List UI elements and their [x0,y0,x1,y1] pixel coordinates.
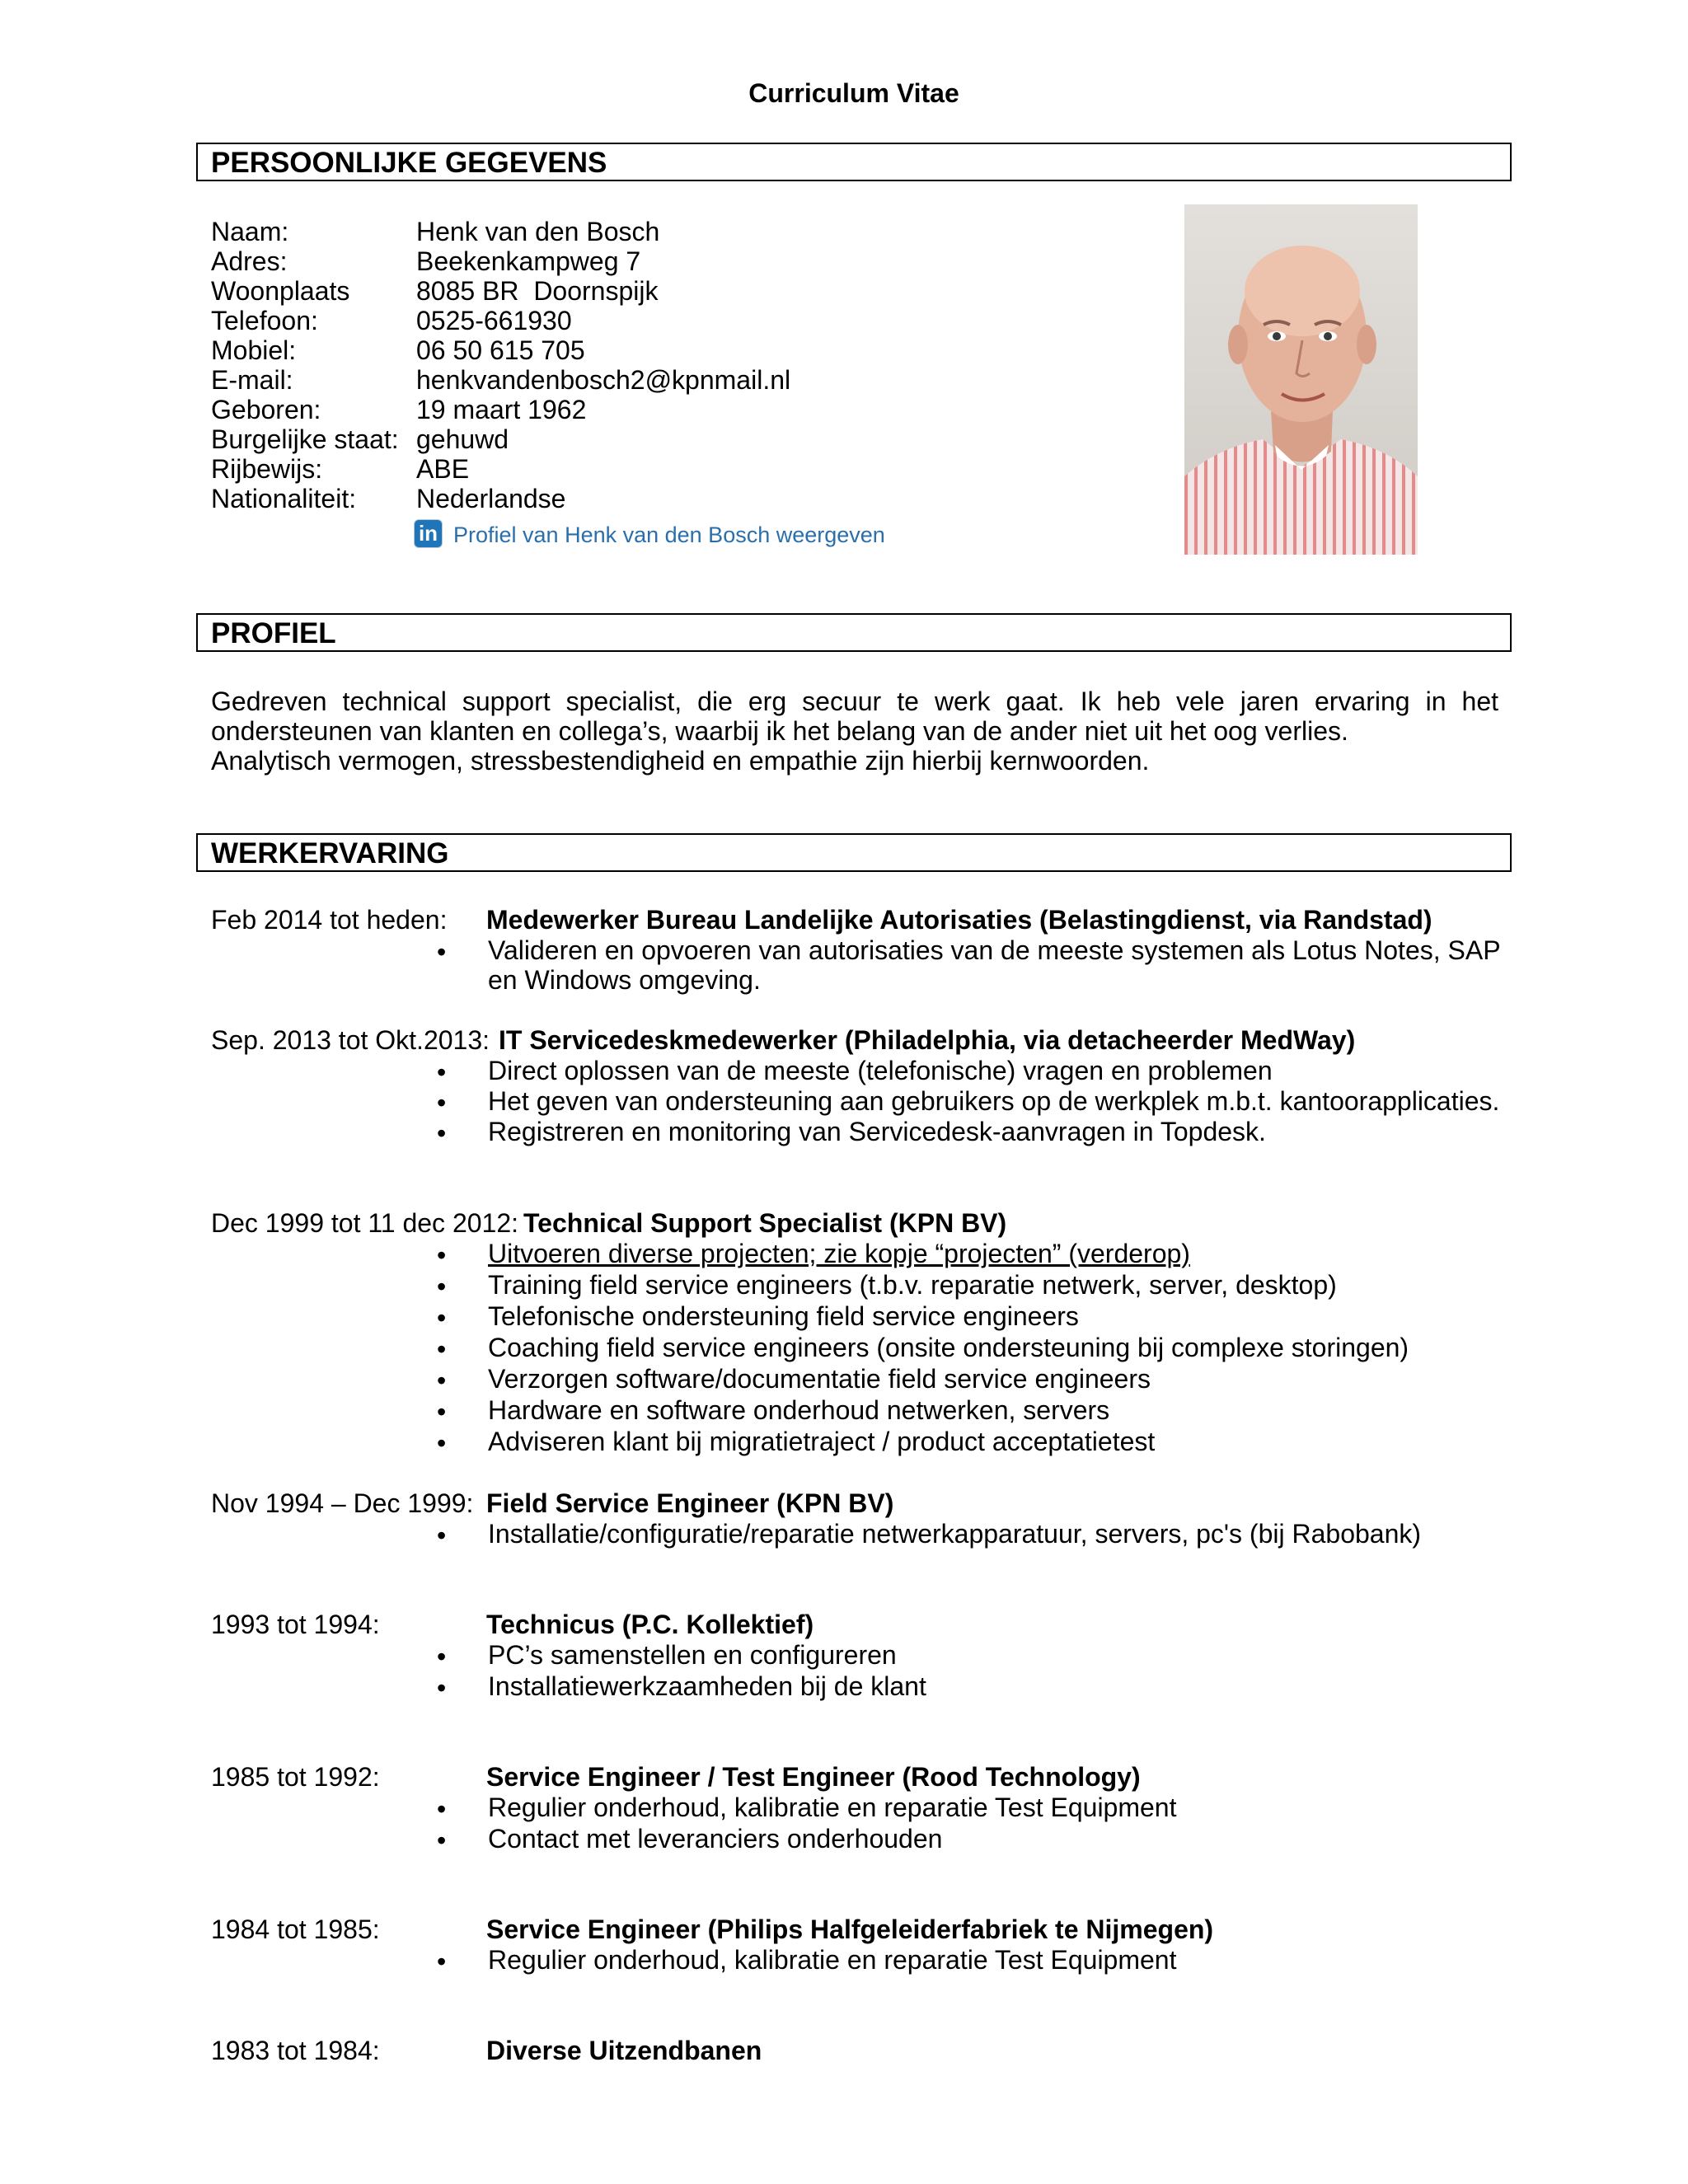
job-bullet: Contact met leveranciers onderhouden [488,1824,943,1854]
section-title-work: WERKERVARING [211,837,449,869]
job-bullet: Installatiewerkzaamheden bij de klant [488,1671,926,1701]
label-city: Woonplaats [211,276,350,306]
value-nationality: Nederlandse [416,484,566,513]
value-mobile: 06 50 615 705 [416,335,585,365]
section-title-profile: PROFIEL [211,617,336,649]
label-email: E-mail: [211,365,293,395]
bullet-icon: • [437,1303,447,1333]
job-bullet: Registreren en monitoring van Servicedesk-aanvragen in Topdesk. [488,1117,1266,1146]
bullet-icon: • [437,1642,447,1671]
value-birthdate: 19 maart 1962 [416,395,587,424]
linkedin-icon[interactable]: in [415,520,442,547]
bullet-icon: • [437,1272,447,1301]
job-bullet: PC’s samenstellen en configureren [488,1640,897,1670]
label-name: Naam: [211,217,289,246]
profile-paragraph-2: Analytisch vermogen, stressbestendigheid en empathie zijn hierbij kernwoorden. [211,746,1150,776]
value-phone: 0525-661930 [416,306,572,335]
job-bullet: Verzorgen software/documentatie field service engineers [488,1364,1151,1394]
value-address: Beekenkampweg 7 [416,246,641,276]
job-period: 1983 tot 1984: [211,2036,380,2065]
job-period: Dec 1999 tot 11 dec 2012: [211,1208,519,1238]
job-period: 1985 tot 1992: [211,1762,380,1792]
bullet-icon: • [437,1947,447,1976]
label-drivers-license: Rijbewijs: [211,454,323,484]
bullet-icon: • [437,1794,447,1824]
job-bullet: Het geven van ondersteuning aan gebruikers op de werkplek m.b.t. kantoorapplicaties. [488,1086,1500,1116]
value-email: henkvandenbosch2@kpnmail.nl [416,365,791,395]
job-period: Nov 1994 – Dec 1999: [211,1488,474,1518]
job-bullet: Direct oplossen van de meeste (telefonische) vragen en problemen [488,1056,1273,1085]
job-bullet: Coaching field service engineers (onsite ondersteuning bij complexe storingen) [488,1333,1409,1362]
bullet-icon: • [437,1334,447,1364]
document-title: Curriculum Vitae [748,78,959,108]
job-bullet: Valideren en opvoeren van autorisaties van de meeste systemen als Lotus Notes, SAP [488,935,1501,965]
section-title-personal: PERSOONLIJKE GEGEVENS [211,147,607,179]
bullet-icon: • [437,1240,447,1270]
bullet-icon: • [437,1118,447,1148]
job-title: Service Engineer (Philips Halfgeleiderfabriek te Nijmegen) [486,1915,1214,1944]
bullet-icon: • [437,1673,447,1703]
job-bullet: Regulier onderhoud, kalibratie en reparatie Test Equipment [488,1793,1177,1822]
bullet-icon: • [437,937,447,967]
section-header-personal [196,143,1512,181]
profile-photo [1184,204,1418,555]
label-marital-status: Burgelijke staat: [211,424,399,454]
value-name: Henk van den Bosch [416,217,660,246]
job-title: Service Engineer / Test Engineer (Rood Technology) [486,1762,1141,1792]
job-bullet: Installatie/configuratie/reparatie netwerkapparatuur, servers, pc's (bij Rabobank) [488,1519,1422,1549]
label-birthdate: Geboren: [211,395,321,424]
job-title: Field Service Engineer (KPN BV) [486,1488,894,1518]
label-phone: Telefoon: [211,306,318,335]
job-bullet: Training field service engineers (t.b.v. reparatie netwerk, server, desktop) [488,1270,1337,1300]
job-period: 1993 tot 1994: [211,1610,380,1639]
portrait-image [1184,204,1418,555]
bullet-icon: • [437,1088,447,1118]
job-period: Sep. 2013 tot Okt.2013: [211,1025,490,1055]
bullet-icon: • [437,1397,447,1427]
label-mobile: Mobiel: [211,335,297,365]
job-title: Technical Support Specialist (KPN BV) [523,1208,1007,1238]
bullet-icon: • [437,1366,447,1395]
job-bullet: Adviseren klant bij migratietraject / product acceptatietest [488,1427,1156,1456]
linkedin-profile-link[interactable]: Profiel van Henk van den Bosch weergeven [453,523,885,547]
job-bullet: Telefonische ondersteuning field service engineers [488,1301,1079,1331]
job-bullet-continuation: en Windows omgeving. [488,965,761,995]
job-period: 1984 tot 1985: [211,1915,380,1944]
section-header-work [196,833,1512,872]
value-drivers-license: ABE [416,454,470,484]
job-title: Technicus (P.C. Kollektief) [486,1610,814,1639]
job-bullet: Hardware en software onderhoud netwerken, servers [488,1395,1110,1425]
job-bullet: Regulier onderhoud, kalibratie en reparatie Test Equipment [488,1945,1177,1975]
job-title: Medewerker Bureau Landelijke Autorisaties (Belastingdienst, via Randstad) [486,905,1432,935]
bullet-icon: • [437,1057,447,1087]
label-address: Adres: [211,246,288,276]
bullet-icon: • [437,1521,447,1550]
section-header-profile [196,613,1512,652]
label-nationality: Nationaliteit: [211,484,357,513]
job-title: Diverse Uitzendbanen [486,2036,762,2065]
profile-paragraph: Gedreven technical support specialist, die erg secuur te werk gaat. Ik heb vele jaren ervaring in het ondersteunen van klanten en collega’s, waarbij ik het belang van de ander niet uit het oog verlies. [211,687,1498,746]
job-period: Feb 2014 tot heden: [211,905,448,935]
value-city: 8085 BR Doornspijk [416,276,659,306]
projects-link[interactable]: Uitvoeren diverse projecten; zie kopje “projecten” (verderop) [488,1239,1190,1268]
value-marital-status: gehuwd [416,424,509,454]
bullet-icon: • [437,1825,447,1855]
job-title: IT Servicedeskmedewerker (Philadelphia, via detacheerder MedWay) [499,1025,1356,1055]
bullet-icon: • [437,1428,447,1458]
